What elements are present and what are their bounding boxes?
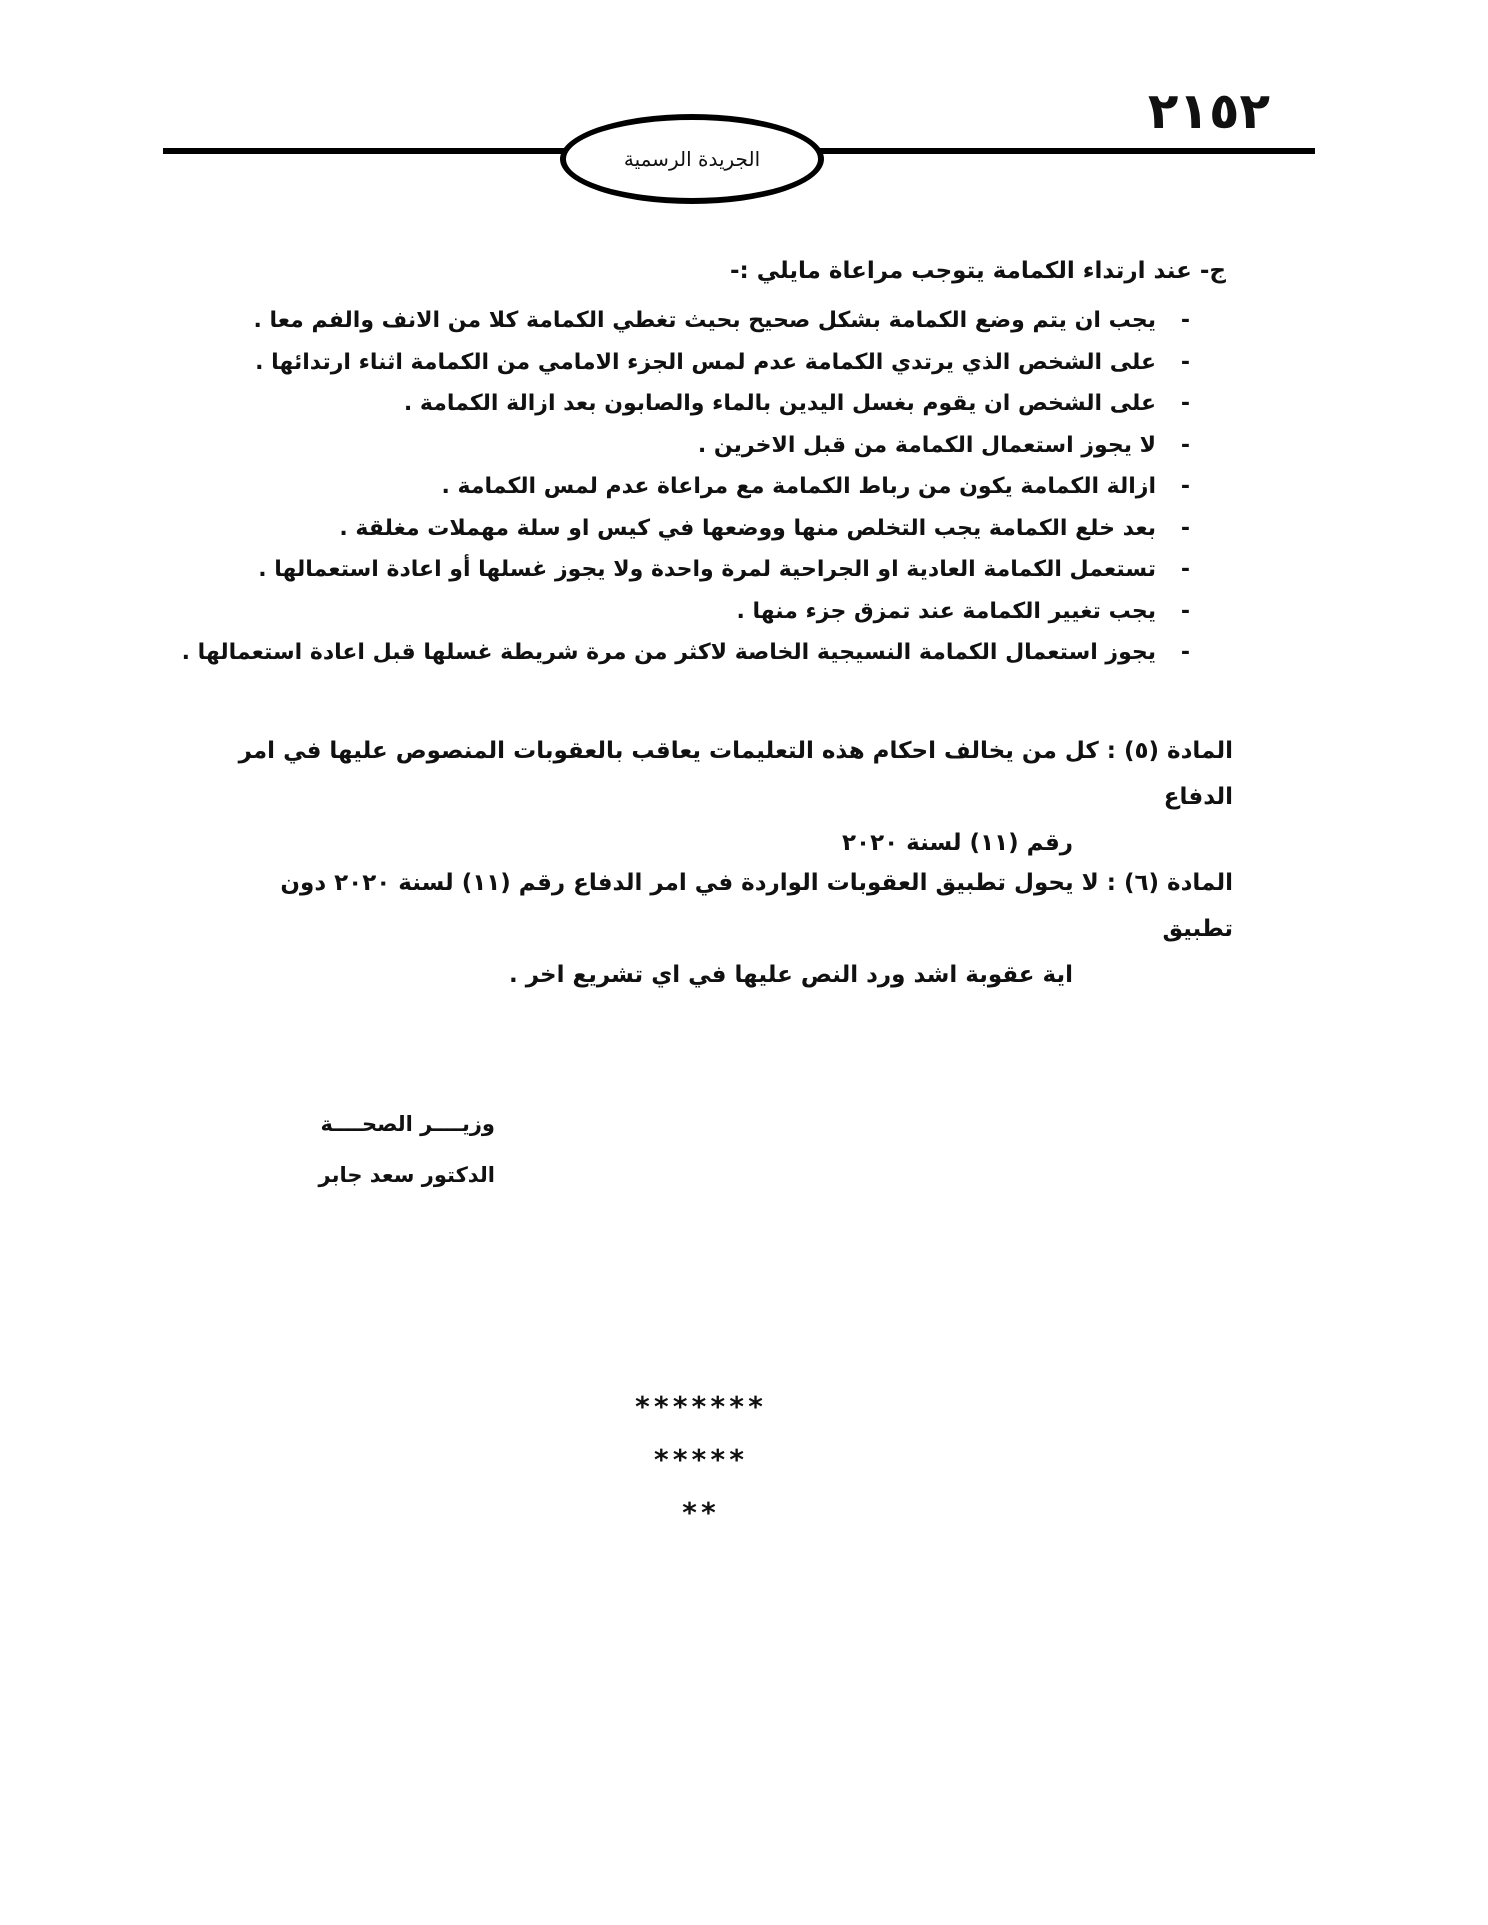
gazette-title: الجريدة الرسمية — [623, 147, 761, 171]
article-5-line-2: رقم (١١) لسنة ٢٠٢٠ — [842, 830, 1073, 856]
list-item: -يجوز استعمال الكمامة النسيجية الخاصة لاكثر من مرة شريطة غسلها قبل اعادة استعمالها . — [181, 640, 1190, 665]
list-item: -يجب تغيير الكمامة عند تمزق جزء منها . — [736, 598, 1190, 624]
list-item: -يجب ان يتم وضع الكمامة بشكل صحيح بحيث تغطي الكمامة كلا من الانف والفم معا . — [253, 308, 1190, 333]
list-item: -ازالة الكمامة يكون من رباط الكمامة مع مراعاة عدم لمس الكمامة . — [441, 474, 1190, 499]
section-c-heading: ج- عند ارتداء الكمامة يتوجب مراعاة مايلي :- — [729, 258, 1226, 284]
list-item: -على الشخص ان يقوم بغسل اليدين بالماء والصابون بعد ازالة الكمامة . — [403, 391, 1190, 416]
end-mark-3: ** — [681, 1496, 719, 1529]
article-5-line-1: المادة (٥) : كل من يخالف احكام هذه التعليمات يعاقب بالعقوبات المنصوص عليها في امر الدفاع — [238, 738, 1233, 810]
end-mark-1: ******* — [633, 1390, 766, 1423]
article-5 — [223, 728, 1233, 866]
article-6 — [223, 860, 1233, 998]
article-6-line-2: اية عقوبة اشد ورد النص عليها في اي تشريع اخر . — [508, 962, 1073, 988]
signature-name: الدكتور سعد جابر — [318, 1163, 495, 1187]
signature-title: وزيــــر الصحــــة — [320, 1112, 495, 1136]
end-mark-2: ***** — [652, 1443, 748, 1476]
mask-rules-list — [160, 300, 1190, 674]
list-item: -على الشخص الذي يرتدي الكمامة عدم لمس الجزء الامامي من الكمامة اثناء ارتدائها . — [255, 349, 1190, 375]
gazette-title-oval — [560, 114, 824, 204]
article-6-line-1: المادة (٦) : لا يحول تطبيق العقوبات الواردة في امر الدفاع رقم (١١) لسنة ٢٠٢٠ دون تطبيق — [280, 870, 1233, 942]
page-number: ٢١٥٢ — [1147, 82, 1270, 140]
list-item: -تستعمل الكمامة العادية او الجراحية لمرة واحدة ولا يجوز غسلها أو اعادة استعمالها . — [258, 557, 1190, 582]
list-item: -بعد خلع الكمامة يجب التخلص منها ووضعها في كيس او سلة مهملات مغلقة . — [339, 515, 1190, 541]
list-item: -لا يجوز استعمال الكمامة من قبل الاخرين . — [697, 432, 1190, 458]
